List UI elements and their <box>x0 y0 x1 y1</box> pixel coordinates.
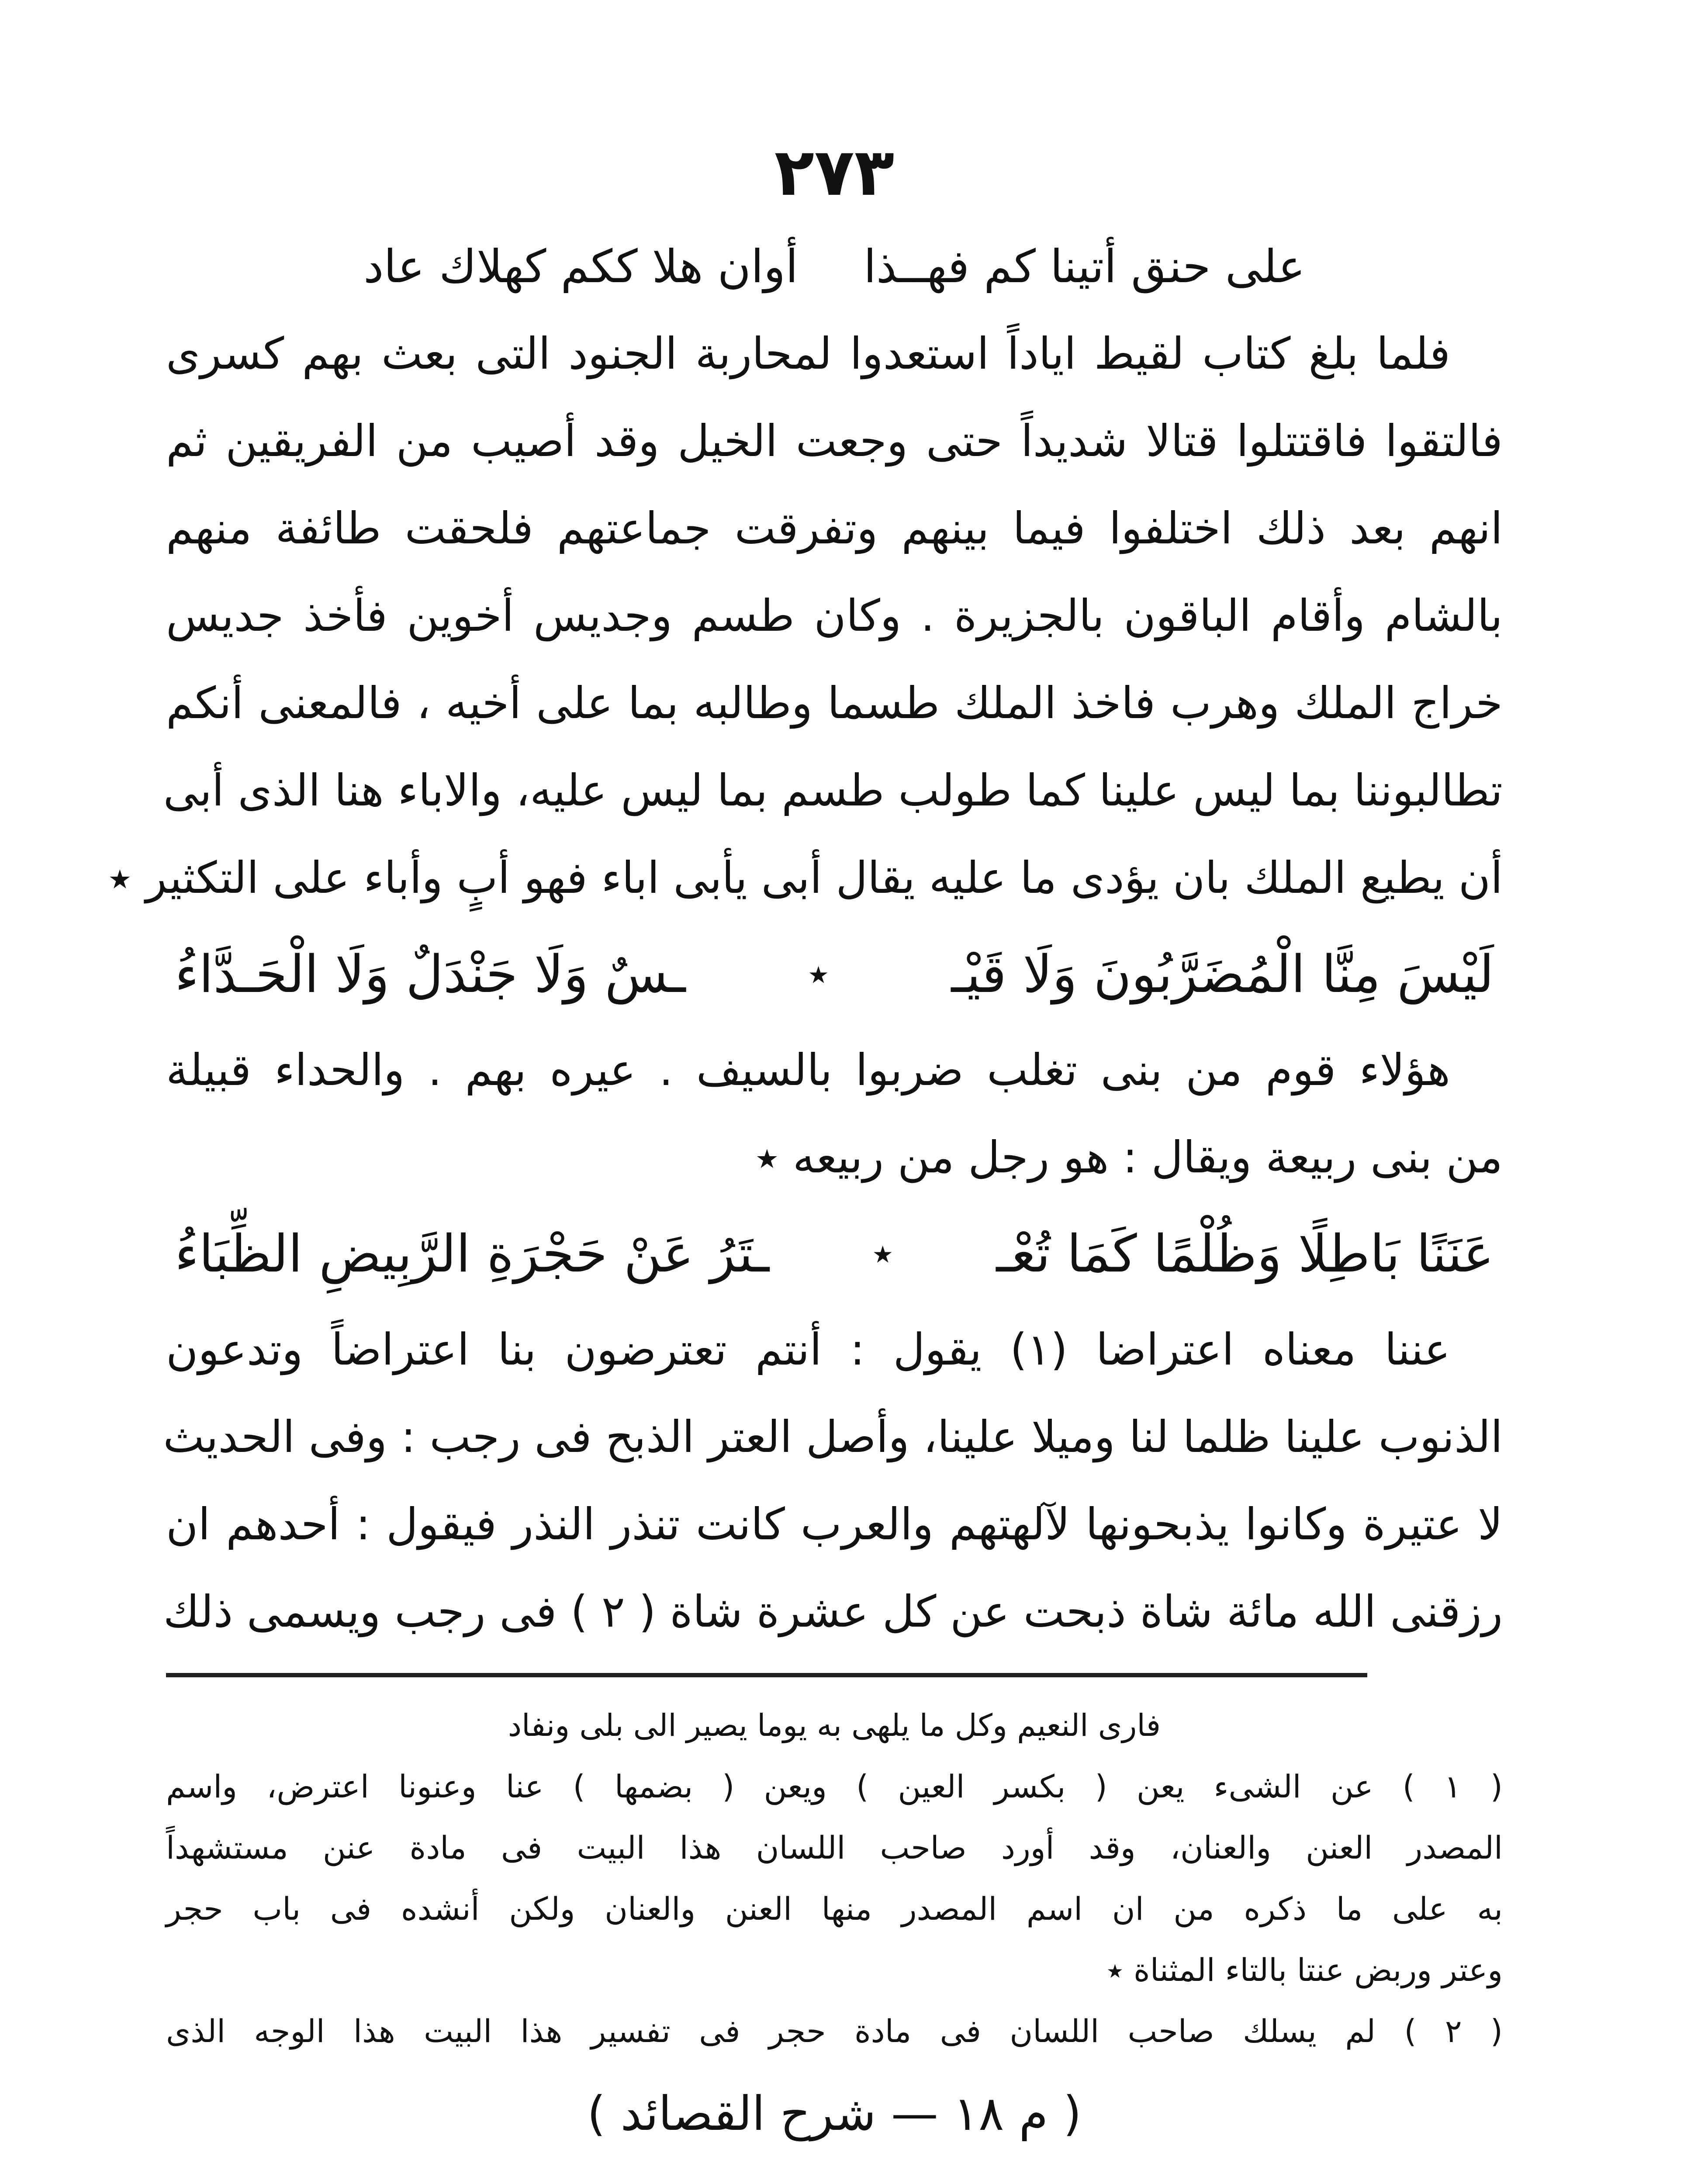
paragraph-3-line: عننا معناه اعتراضا (١) يقول : أنتم تعترضون بنا اعتراضاً وتدعون <box>166 1324 1450 1375</box>
paragraph-1-line: أن يطيع الملك بان يؤدى ما عليه يقال أبى يأبى اباء فهو أبٍ وأباء على التكثير ٭ <box>108 852 1503 903</box>
footnote-2: ( ٢ ) لم يسلك صاحب اللسان فى مادة حجر فى تفسير هذا البيت هذا الوجه الذى <box>166 2013 1503 2049</box>
book-page <box>108 131 1503 2184</box>
footnote-divider <box>166 1673 1367 1677</box>
verse-3 <box>166 1201 1503 1306</box>
paragraph-1-line: بالشام وأقام الباقون بالجزيرة . وكان طسم وجديس أخوين فأخذ جديس <box>166 590 1503 641</box>
paragraph-3-line: لا عتيرة وكانوا يذبحونها لآلهتهم والعرب كانت تنذر النذر فيقول : أحدهم ان <box>166 1499 1503 1550</box>
paragraph-2-line: هؤلاء قوم من بنى تغلب ضربوا بالسيف . عيره بهم . والحداء قبيلة <box>166 1044 1450 1095</box>
paragraph-1 <box>108 310 1503 922</box>
verse-1 <box>166 223 1503 310</box>
signature-mark: ( م ١٨ — شرح القصائد ) <box>587 2087 1082 2141</box>
footnote-verse: فارى النعيم وكل ما يلهى به يوما يصير الى بلى ونفاد <box>508 1707 1161 1743</box>
paragraph-3-line: الذنوب علينا ظلما لنا وميلا علينا، وأصل العتر الذبح فى رجب : وفى الحديث <box>163 1411 1503 1462</box>
verse-1-first-hemistich: على حنق أتينا كم فهــذا <box>864 240 1305 293</box>
verse-2-first-hemistich: لَيْسَ مِنَّا الْمُضَرَّبُونَ وَلَا قَيْـ <box>951 944 1494 1004</box>
verse-2 <box>166 922 1503 1026</box>
paragraph-1-line: خراج الملك وهرب فاخذ الملك طسما وطالبه بما على أخيه ، فالمعنى أنكم <box>166 677 1503 729</box>
footnote-1 <box>166 1756 1503 2001</box>
paragraph-1-line: انهم بعد ذلك اختلفوا فيما بينهم وتفرقت جماعتهم فلحقت طائفة منهم <box>166 503 1503 554</box>
verse-3-first-hemistich: عَنَنًا بَاطِلًا وَظُلْمًا كَمَا تُعْـ <box>996 1223 1494 1284</box>
footnote-1-line: ( ١ ) عن الشىء يعن ( بكسر العين ) ويعن ( بضمها ) عنا وعنونا اعترض، واسم <box>166 1768 1503 1805</box>
paragraph-2 <box>166 1026 1503 1201</box>
paragraph-2-line: من بنى ربيعة ويقال : هو رجل من ربيعه ٭ <box>755 1132 1503 1183</box>
verse-3-second-hemistich: ـتَرُ عَنْ حَجْرَةِ الرَّبِيضِ الظِّبَاءُ <box>175 1223 770 1284</box>
paragraph-3 <box>163 1306 1503 1655</box>
verse-2-separator: ٭ <box>807 951 830 997</box>
verse-3-separator: ٭ <box>872 1230 894 1276</box>
verse-1-second-hemistich: أوان هلا ككم كهلاك عاد <box>363 240 799 293</box>
footnote-1-line: به على ما ذكره من ان اسم المصدر منها العنن والعنان ولكن أنشده فى باب حجر <box>166 1890 1503 1927</box>
paragraph-1-line: تطالبوننا بما ليس علينا كما طولب طسم بما ليس عليه، والاباء هنا الذى أبى <box>163 765 1503 816</box>
paragraph-3-line: رزقنى الله مائة شاة ذبحت عن كل عشرة شاة ( ٢ ) فى رجب ويسمى ذلك <box>163 1586 1503 1637</box>
page-number: ٢٧٣ <box>774 135 895 211</box>
paragraph-1-line: فالتقوا فاقتتلوا قتالا شديداً حتى وجعت الخيل وقد أصيب من الفريقين ثم <box>166 415 1503 467</box>
footnote-1-line: المصدر العنن والعنان، وقد أورد صاحب اللسان هذا البيت فى مادة عنن مستشهداً <box>166 1829 1503 1866</box>
paragraph-1-line: فلما بلغ كتاب لقيط اياداً استعدوا لمحاربة الجنود التى بعث بهم كسرى <box>166 328 1450 379</box>
footnote-1-line: وعتر وربض عنتا بالتاء المثناة ٭ <box>1106 1952 1503 1988</box>
verse-2-second-hemistich: ـسٌ وَلَا جَنْدَلٌ وَلَا الْحَـدَّاءُ <box>175 944 686 1004</box>
